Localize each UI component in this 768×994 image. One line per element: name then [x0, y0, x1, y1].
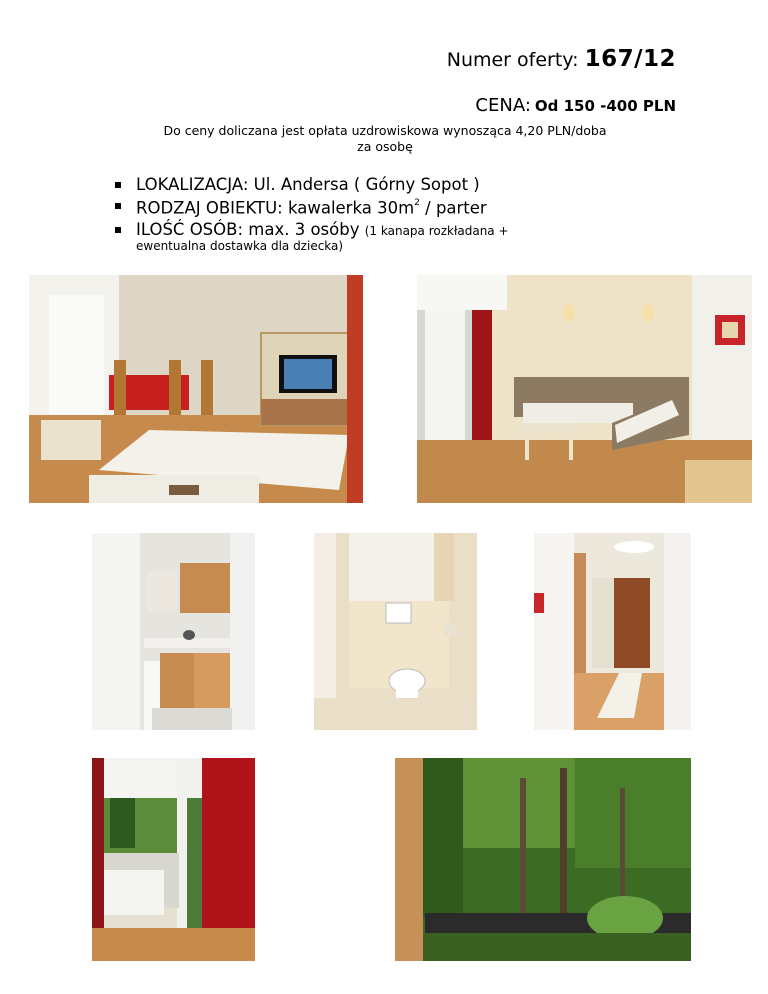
- bullet-icon: [115, 227, 121, 233]
- price-value: Od 150 -400 PLN: [534, 97, 676, 115]
- price-line: [475, 95, 676, 116]
- living-room-photo: [29, 275, 363, 503]
- feature-type-text: RODZAJ OBIEKTU: kawalerka 30m: [136, 198, 415, 218]
- bathroom-photo: [314, 533, 477, 730]
- offer-label: Numer oferty:: [446, 49, 579, 71]
- feature-location-text: LOKALIZACJA: Ul. Andersa ( Górny Sopot ): [136, 175, 480, 194]
- feature-type-sup: 2: [414, 198, 420, 208]
- offer-number: [447, 46, 676, 72]
- fee-note: [60, 123, 710, 155]
- feature-persons-text: ILOŚĆ OSÓB: max. 3 osóby: [136, 219, 365, 239]
- sofa-corner-photo: [417, 275, 752, 503]
- feature-type-after: / parter: [419, 198, 487, 218]
- offer-number-value: 167/12: [584, 46, 676, 72]
- feature-location: [112, 174, 672, 195]
- feature-type: [112, 195, 672, 219]
- kitchenette-photo: [92, 533, 255, 730]
- bullet-icon: [115, 182, 121, 188]
- hallway-photo: [534, 533, 691, 730]
- feature-persons-note: (1 kanapa rozkładana +: [364, 223, 509, 238]
- fee-note-line-1: Do ceny doliczana jest opłata uzdrowiskowa wynosząca 4,20 PLN/doba: [163, 123, 607, 138]
- bullet-icon: [115, 203, 121, 209]
- fee-note-line-2: za osobę: [357, 139, 413, 154]
- garden-view-photo: [395, 758, 691, 961]
- balcony-door-photo: [92, 758, 255, 961]
- price-label: CENA:: [475, 95, 531, 116]
- feature-persons-continuation: ewentualna dostawka dla dziecka): [136, 239, 344, 253]
- features-list: [112, 174, 672, 242]
